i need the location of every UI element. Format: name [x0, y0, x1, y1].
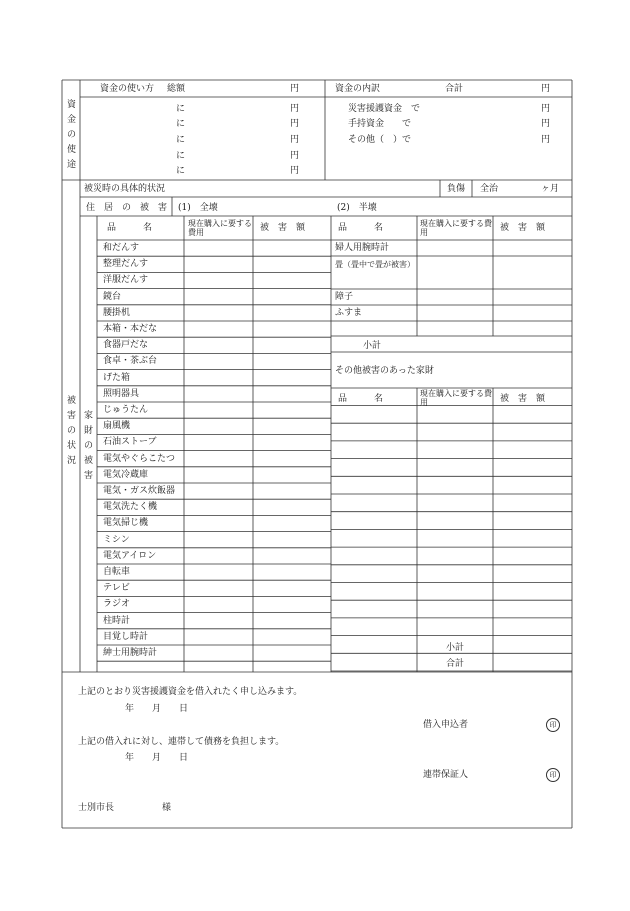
right-subtotal-1: 小計	[363, 341, 382, 351]
months-label: ヶ月	[541, 184, 560, 194]
disaster-situation-label: 被災時の具体的状況	[84, 184, 166, 194]
item-row-label: 鏡台	[103, 291, 122, 302]
usage-row-ni[interactable]: に	[176, 151, 186, 161]
application-date[interactable]: 年 月 日	[125, 704, 189, 714]
applicant-seal-icon[interactable]: 印	[546, 718, 560, 732]
item-row-label: 洋服だんす	[103, 275, 149, 286]
item-row-label: 畳（畳中で畳が被害）	[335, 260, 415, 269]
item-row-label: ミシン	[103, 534, 130, 545]
funds-total-label: 総額	[167, 84, 186, 94]
item-row-label: 柱時計	[103, 615, 131, 626]
funds-breakdown-label: 資金の内訳	[335, 84, 381, 94]
funds-sum-yen: 円	[541, 84, 551, 94]
right-col-cost-header: 現在購入に要する費用	[420, 219, 492, 237]
breakdown-row-label: 災害援護資金 で	[348, 104, 421, 114]
item-row-label: ふすま	[335, 308, 363, 318]
usage-row-yen: 円	[290, 151, 300, 161]
other-col-item-header: 品 名	[338, 394, 384, 404]
right-col-item-header: 品 名	[338, 223, 384, 233]
item-row-label: 電気洗たく機	[103, 502, 158, 513]
guarantor-label: 連帯保証人	[423, 770, 469, 780]
item-row-label: テレビ	[103, 583, 130, 594]
item-row-label: 食卓・茶ぶ台	[103, 356, 158, 367]
housing-option-total[interactable]: (1) 全壊	[178, 203, 218, 213]
item-row-label: 電気冷蔵庫	[103, 469, 149, 480]
item-row-label: 電気やぐらこたつ	[103, 453, 176, 464]
usage-row-yen: 円	[290, 104, 300, 114]
item-row-label: 照明器具	[103, 388, 140, 399]
item-row-label: 整理だんす	[103, 259, 149, 270]
item-row-label: 石油ストーブ	[103, 437, 157, 448]
item-row-label: 本箱・本だな	[103, 324, 158, 334]
grand-total-label: 合計	[446, 659, 465, 669]
addressee-label: 士別市長	[78, 803, 115, 813]
item-row-label: 自転車	[103, 567, 131, 577]
housing-damage-label: 住 居 の 被 害	[86, 203, 168, 213]
usage-row-ni[interactable]: に	[176, 119, 186, 129]
left-col-cost-header: 現在購入に要する費用	[188, 219, 252, 237]
usage-row-yen: 円	[290, 166, 300, 176]
usage-row-ni[interactable]: に	[176, 166, 186, 176]
other-col-cost-header: 現在購入に要する費用	[420, 389, 492, 407]
item-row-label: 紳士用腕時計	[103, 648, 158, 658]
item-row-label: 扇風機	[103, 421, 131, 432]
item-row-label: 電気アイロン	[103, 550, 157, 561]
other-col-damage-header: 被 害 額	[500, 394, 546, 404]
housing-option-half[interactable]: (2) 半壊	[337, 203, 377, 213]
item-row-label: 目覚し時計	[103, 631, 149, 642]
usage-row-ni[interactable]: に	[176, 135, 186, 145]
usage-row-yen: 円	[290, 119, 300, 129]
item-row-label: ラジオ	[103, 599, 131, 610]
item-row-label: 腰掛机	[103, 307, 131, 318]
household-vertical-label: 家財の被害	[83, 411, 93, 481]
item-row-label: 婦人用腕時計	[335, 243, 390, 253]
breakdown-row-label: 手持資金 で	[348, 119, 412, 129]
item-row-label: 電気掃じ機	[103, 518, 149, 529]
situation-vertical-label: 被害の状況	[66, 396, 76, 466]
usage-row-ni[interactable]: に	[176, 104, 186, 114]
item-row-label: 和だんす	[103, 243, 140, 253]
breakdown-row-yen: 円	[541, 104, 551, 114]
breakdown-row-yen: 円	[541, 135, 551, 145]
injury-label: 負傷	[447, 184, 466, 194]
usage-row-yen: 円	[290, 135, 300, 145]
other-items-header: その他被害のあった家財	[335, 366, 434, 376]
left-col-damage-header: 被 害 額	[260, 223, 306, 233]
funds-total-yen: 円	[290, 84, 300, 94]
cure-label: 全治	[480, 184, 499, 194]
guarantee-date[interactable]: 年 月 日	[125, 753, 189, 763]
addressee-sama: 様	[162, 803, 172, 813]
guarantor-seal-icon[interactable]: 印	[546, 768, 560, 782]
right-subtotal-2: 小計	[446, 643, 465, 653]
funds-vertical-label: 資金の使途	[66, 100, 76, 170]
guarantee-statement: 上記の借入れに対し、連帯して債務を負担します。	[78, 737, 285, 747]
funds-sum-label: 合計	[445, 84, 464, 94]
funds-usage-label: 資金の使い方	[100, 84, 155, 94]
right-col-damage-header: 被 害 額	[500, 223, 546, 233]
item-row-label: 障子	[335, 292, 354, 302]
breakdown-row-label: その他（ ）で	[348, 135, 412, 145]
item-row-label: 電気・ガス炊飯器	[103, 486, 176, 496]
application-statement: 上記のとおり災害援護資金を借入れたく申し込みます。	[78, 687, 303, 697]
item-row-label: じゅうたん	[103, 405, 149, 415]
left-col-item-header: 品 名	[107, 223, 153, 233]
item-row-label: 食器戸だな	[103, 340, 149, 351]
applicant-label: 借入申込者	[423, 720, 469, 730]
breakdown-row-yen: 円	[541, 119, 551, 129]
item-row-label: げた箱	[103, 372, 131, 383]
